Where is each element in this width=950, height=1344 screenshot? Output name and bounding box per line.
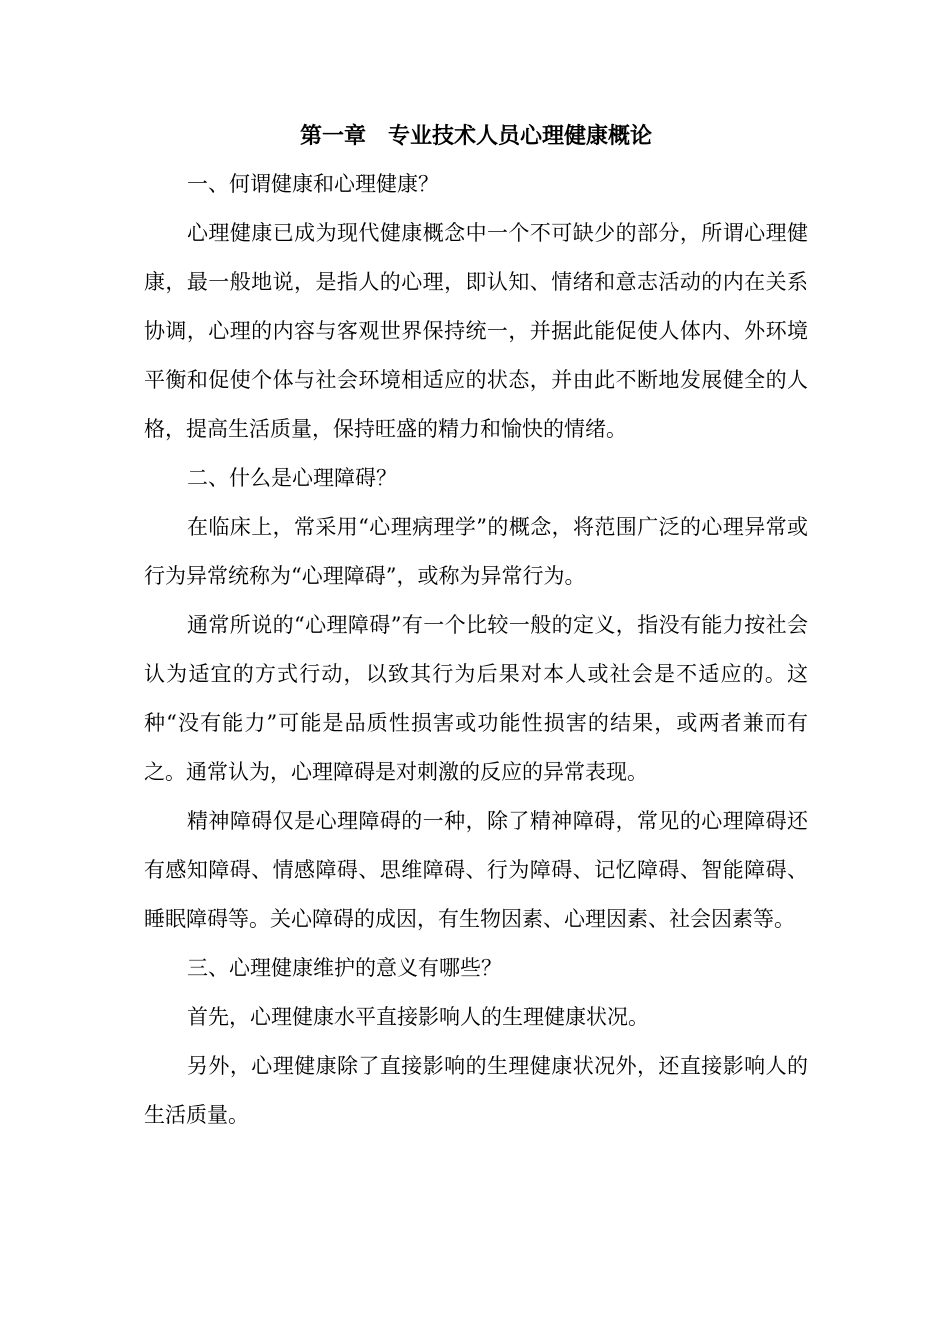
body-paragraph: 首先，心理健康水平直接影响人的生理健康状况。 xyxy=(187,1005,649,1029)
body-paragraph: 另外，心理健康除了直接影响的生理健康状况外，还直接影响人的生活质量。 xyxy=(144,1054,808,1127)
chapter-title: 第一章 专业技术人员心理健康概论 xyxy=(299,123,652,149)
body-paragraph: 心理健康已成为现代健康概念中一个不可缺少的部分，所谓心理健康，最一般地说，是指人的心理，即认知、情绪和意志活动的内在关系协调，心理的内容与客观世界保持统一，并据此能促使人体内、外环境平衡和促使个体与社会环境相适应的状态，并由此不断地发展健全的人格，提高生活质量，保持旺盛的精力和愉快的情绪。 xyxy=(144,221,808,441)
body-paragraph: 精神障碍仅是心理障碍的一种，除了精神障碍，常见的心理障碍还有感知障碍、情感障碍、思维障碍、行为障碍、记忆障碍、智能障碍、睡眠障碍等。关心障碍的成因，有生物因素、心理因素、社会因素等。 xyxy=(144,809,808,931)
section-heading-1: 一、何谓健康和心理健康？ xyxy=(187,172,439,196)
section-heading-2: 二、什么是心理障碍？ xyxy=(187,466,397,490)
document-page xyxy=(144,112,808,1140)
body-paragraph: 在临床上，常采用“心理病理学”的概念，将范围广泛的心理异常或行为异常统称为“心理障碍”，或称为异常行为。 xyxy=(144,515,808,588)
body-paragraph: 通常所说的“心理障碍”有一个比较一般的定义，指没有能力按社会认为适宜的方式行动，以致其行为后果对本人或社会是不适应的。这种“没有能力”可能是品质性损害或功能性损害的结果，或两者兼而有之。通常认为，心理障碍是对刺激的反应的异常表现。 xyxy=(144,613,808,784)
section-heading-3: 三、心理健康维护的意义有哪些？ xyxy=(187,956,502,980)
